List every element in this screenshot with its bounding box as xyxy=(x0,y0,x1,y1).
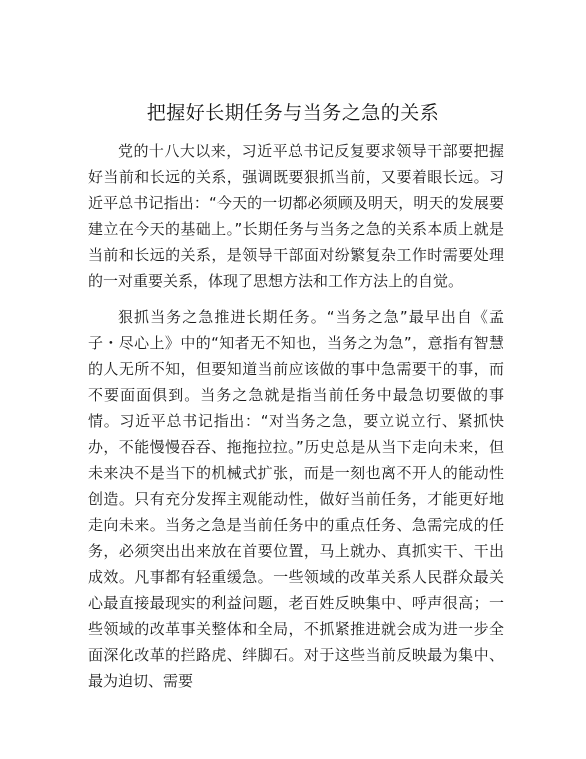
paragraph-1: 党的十八大以来，习近平总书记反复要求领导干部要把握好当前和长远的关系，强调既要狠抓当前，又要着眼长远。习近平总书记指出：“今天的一切都必须顾及明天，明天的发展要建立在今天的基础上。”长期任务与当务之急的关系本质上就是当前和长远的关系，是领导干部面对纷繁复杂工作时需要处理的一对重要关系，体现了思想方法和工作方法上的自觉。 xyxy=(88,142,504,290)
paragraph-2: 狠抓当务之急推进长期任务。“当务之急”最早出自《孟子・尽心上》中的“知者无不知也，当务之为急”，意指有智慧的人无所不知，但要知道当前应该做的事中急需要干的事，而不要面面俱到。当务之急就是指当前任务中最急切要做的事情。习近平总书记指出：“对当务之急，要立说立行、紧抓快办，不能慢慢吞吞、拖拖拉拉。”历史总是从当下走向未来，但未来决不是当下的机械式扩张，而是一刻也离不开人的能动性创造。只有充分发挥主观能动性，做好当前任务，才能更好地走向未来。当务之急是当前任务中的重点任务、急需完成的任务，必须突出出来放在首要位置，马上就办、真抓实干、干出成效。凡事都有轻重缓急。一些领域的改革关系人民群众最关心最直接最现实的利益问题，老百姓反映集中、呼声很高；一些领域的改革事关整体和全局，不抓紧推进就会成为进一步全面深化改革的拦路虎、绊脚石。对于这些当前反映最为集中、最为迫切、需要 xyxy=(88,308,504,690)
document-title: 把握好长期任务与当务之急的关系 xyxy=(146,102,440,124)
document-body xyxy=(88,138,504,704)
